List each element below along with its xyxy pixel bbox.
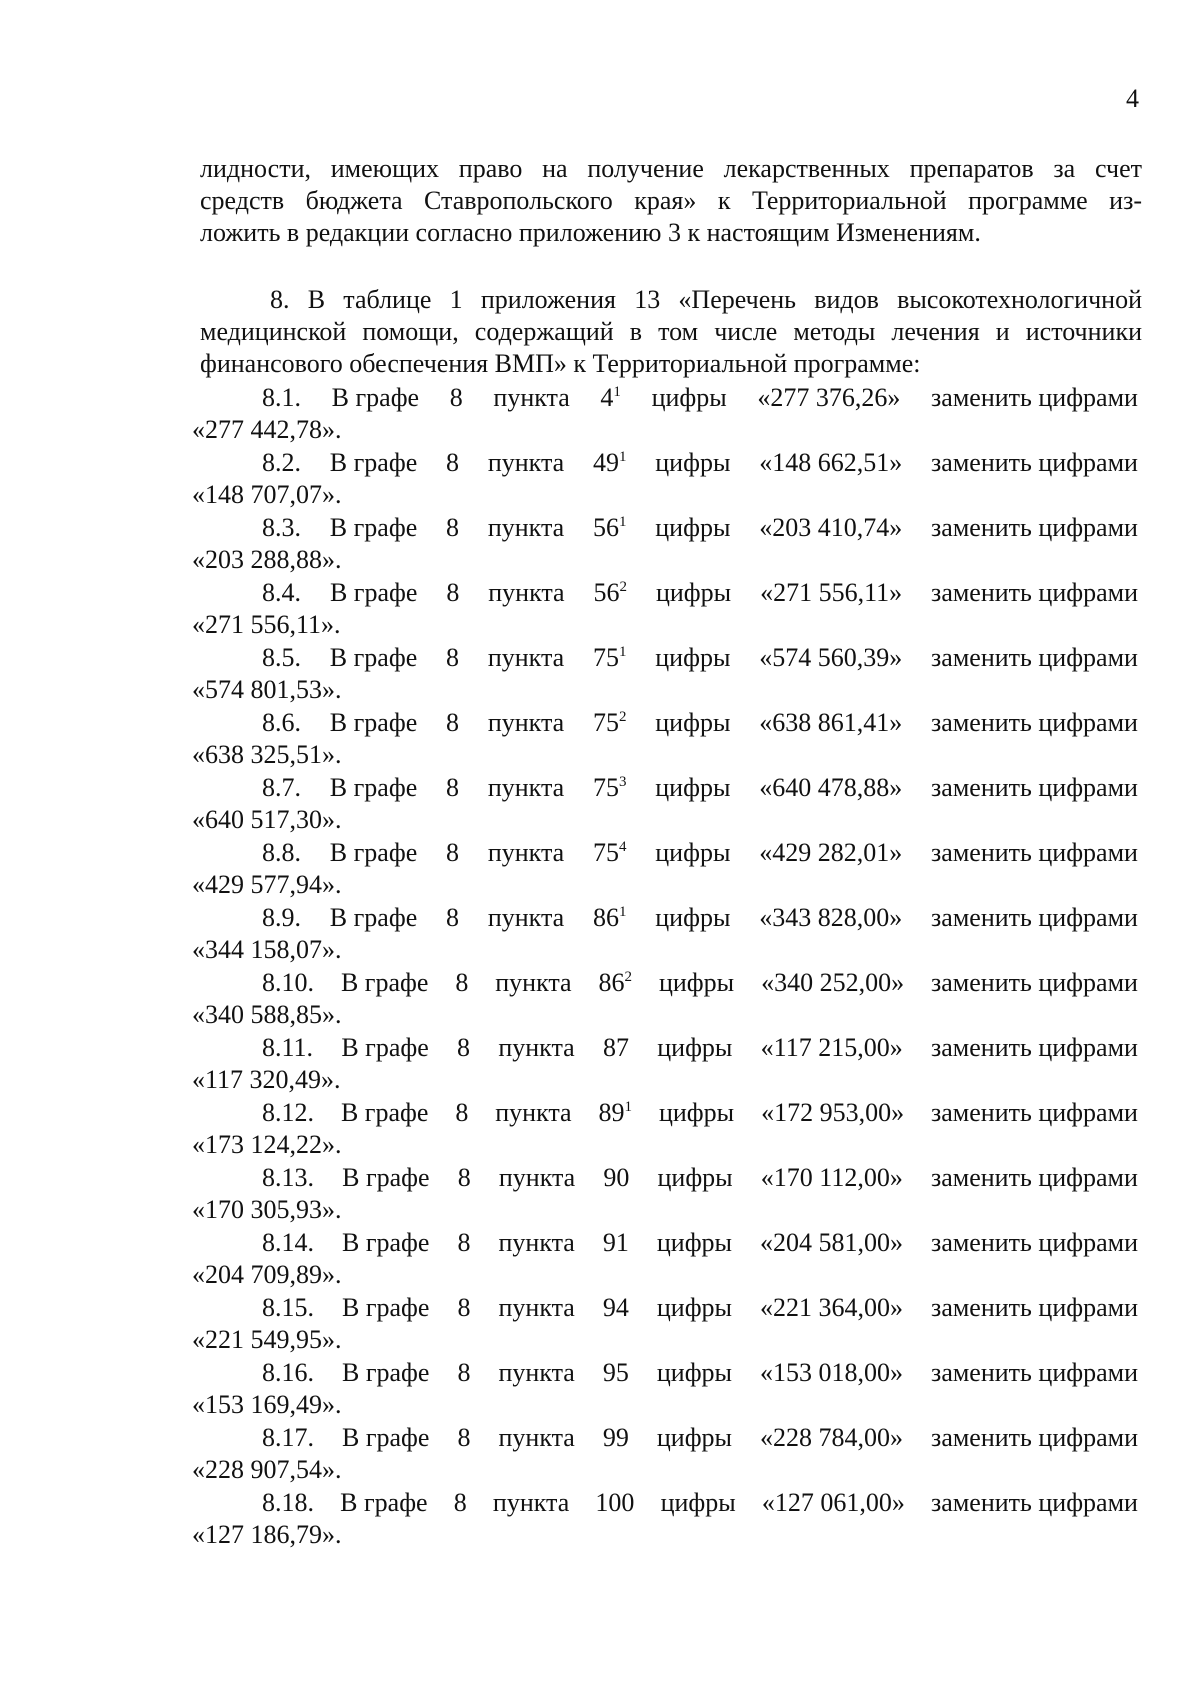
point-word: пункта [498, 1423, 575, 1452]
new-value: «429 577,94». [192, 870, 342, 899]
point-number [593, 642, 627, 674]
point-word: пункта [487, 448, 565, 477]
digits-word: цифры [660, 1488, 736, 1517]
column-number: 8 [457, 1358, 471, 1387]
in-column-text: В графе [331, 383, 420, 412]
point-number [603, 1422, 629, 1454]
amendment-item [192, 382, 1138, 447]
amendment-item [192, 902, 1138, 967]
new-value: «148 707,07». [192, 480, 342, 509]
column-number: 8 [446, 773, 460, 802]
point-superscript: 2 [618, 709, 627, 725]
point-number-value: 75 [592, 773, 619, 802]
point-superscript: 1 [618, 904, 627, 920]
point-number [603, 1032, 629, 1064]
column-number: 8 [457, 1423, 471, 1452]
new-value: «221 549,95». [192, 1325, 342, 1354]
column-number: 8 [446, 513, 460, 542]
paragraph-8-line: медицинской помощи, содержащий в том числе методы лечения и источники [200, 317, 1142, 346]
new-value: «203 288,88». [192, 545, 342, 574]
point-number-value: 91 [602, 1228, 629, 1257]
column-number: 8 [446, 838, 460, 867]
column-number: 8 [455, 1098, 469, 1127]
point-number-value: 56 [592, 513, 619, 542]
amendment-line [192, 447, 1138, 479]
in-column-text: В графе [329, 903, 418, 932]
digits-word: цифры [656, 1423, 733, 1452]
replace-with-text: заменить цифрами [931, 383, 1138, 412]
new-value: «640 517,30». [192, 805, 342, 834]
point-word: пункта [495, 1098, 572, 1127]
amendment-line [192, 512, 1138, 544]
column-number: 8 [446, 708, 460, 737]
digits-word: цифры [657, 1163, 733, 1192]
item-number: 8.14. [262, 1228, 314, 1257]
amendment-line [192, 1097, 1138, 1129]
item-number: 8.18. [262, 1488, 314, 1517]
old-value: «638 861,41» [759, 708, 903, 737]
intro-line: средств бюджета Ставропольского края» к Территориальной программе из- [200, 186, 1142, 215]
amendment-item [192, 1292, 1138, 1357]
point-word: пункта [487, 838, 565, 867]
old-value: «574 560,39» [759, 643, 903, 672]
replace-with-text: заменить цифрами [931, 773, 1138, 802]
amendment-item [192, 447, 1138, 512]
item-number: 8.16. [262, 1358, 314, 1387]
point-word: пункта [487, 513, 565, 542]
digits-word: цифры [655, 448, 731, 477]
point-number-value: 75 [592, 643, 619, 672]
amendment-line [192, 902, 1138, 934]
point-number [600, 382, 621, 414]
in-column-text: В графе [340, 1488, 428, 1517]
point-number [594, 577, 628, 609]
point-number [599, 967, 633, 999]
old-value: «127 061,00» [761, 1488, 905, 1517]
point-number [593, 772, 627, 804]
old-value: «277 376,26» [757, 383, 901, 412]
page-number: 4 [1126, 84, 1139, 113]
replace-with-text: заменить цифрами [931, 1098, 1138, 1127]
point-word: пункта [498, 1033, 575, 1062]
amendment-item [192, 707, 1138, 772]
replace-with-text: заменить цифрами [931, 1033, 1138, 1062]
new-value: «127 186,79». [192, 1520, 342, 1549]
amendment-line [192, 577, 1138, 609]
amendment-line [192, 707, 1138, 739]
point-superscript: 2 [619, 579, 628, 595]
old-value: «271 556,11» [760, 578, 903, 607]
replace-with-text: заменить цифрами [931, 1228, 1138, 1257]
amendment-item [192, 967, 1138, 1032]
amendment-line [192, 1357, 1138, 1389]
new-value: «277 442,78». [192, 415, 342, 444]
in-column-text: В графе [342, 1228, 430, 1257]
point-superscript: 1 [618, 644, 627, 660]
point-superscript: 1 [624, 1099, 633, 1115]
in-column-text: В графе [342, 1423, 430, 1452]
point-word: пункта [498, 1358, 575, 1387]
amendment-line [192, 382, 1138, 414]
amendment-line [192, 1422, 1138, 1454]
new-value: «344 158,07». [192, 935, 342, 964]
column-number: 8 [457, 1228, 471, 1257]
old-value: «148 662,51» [759, 448, 903, 477]
old-value: «343 828,00» [759, 903, 903, 932]
point-number-value: 75 [592, 838, 619, 867]
replace-with-text: заменить цифрами [931, 838, 1138, 867]
digits-word: цифры [656, 1293, 733, 1322]
column-number: 8 [457, 1293, 471, 1322]
item-number: 8.11. [262, 1033, 314, 1062]
amendment-line [192, 1292, 1138, 1324]
point-word: пункта [498, 1228, 575, 1257]
amendment-item [192, 1422, 1138, 1487]
item-number: 8.4. [262, 578, 301, 607]
new-value: «204 709,89». [192, 1260, 342, 1289]
new-value: «170 305,93». [192, 1195, 342, 1224]
amendment-item [192, 577, 1138, 642]
point-number [595, 1487, 634, 1519]
point-word: пункта [488, 578, 565, 607]
point-number-value: 86 [598, 968, 625, 997]
amendment-line [192, 1162, 1138, 1194]
point-number [603, 1357, 629, 1389]
amendment-item [192, 772, 1138, 837]
item-number: 8.17. [262, 1423, 314, 1452]
replace-with-text: заменить цифрами [931, 708, 1138, 737]
item-number: 8.15. [262, 1293, 314, 1322]
old-value: «117 215,00» [760, 1033, 903, 1062]
point-superscript: 3 [618, 774, 627, 790]
point-superscript: 1 [613, 384, 621, 400]
point-word: пункта [498, 1293, 575, 1322]
new-value: «340 588,85». [192, 1000, 342, 1029]
in-column-text: В графе [329, 838, 418, 867]
paragraph-8-line: финансового обеспечения ВМП» к Территориальной программе: [200, 349, 921, 378]
point-number-value: 87 [602, 1033, 629, 1062]
amendment-line [192, 1032, 1138, 1064]
digits-word: цифры [655, 708, 731, 737]
point-number-value: 4 [600, 383, 614, 412]
point-number [603, 1227, 629, 1259]
replace-with-text: заменить цифрами [931, 1358, 1138, 1387]
digits-word: цифры [651, 383, 727, 412]
digits-word: цифры [656, 1228, 733, 1257]
amendment-line [192, 1487, 1138, 1519]
amendment-line [192, 642, 1138, 674]
digits-word: цифры [657, 1033, 733, 1062]
in-column-text: В графе [329, 773, 418, 802]
point-number-value: 99 [602, 1423, 629, 1452]
point-superscript: 4 [618, 839, 627, 855]
amendment-item [192, 1487, 1138, 1552]
amendment-line [192, 837, 1138, 869]
in-column-text: В графе [329, 448, 418, 477]
digits-word: цифры [658, 968, 735, 997]
replace-with-text: заменить цифрами [930, 1163, 1138, 1192]
point-number-value: 49 [592, 448, 619, 477]
old-value: «640 478,88» [759, 773, 903, 802]
old-value: «172 953,00» [761, 1098, 905, 1127]
amendment-item [192, 1162, 1138, 1227]
point-number [593, 837, 627, 869]
replace-with-text: заменить цифрами [931, 578, 1138, 607]
amendment-list [192, 382, 1138, 1552]
old-value: «429 282,01» [759, 838, 903, 867]
point-number-value: 95 [602, 1358, 629, 1387]
intro-line: ложить в редакции согласно приложению 3 к настоящим Изменениям. [200, 218, 981, 247]
column-number: 8 [449, 383, 463, 412]
old-value: «228 784,00» [760, 1423, 904, 1452]
in-column-text: В графе [329, 578, 418, 607]
intro-paragraph [200, 153, 1142, 249]
point-word: пункта [493, 383, 570, 412]
replace-with-text: заменить цифрами [931, 1293, 1138, 1322]
old-value: «221 364,00» [760, 1293, 904, 1322]
replace-with-text: заменить цифрами [931, 643, 1138, 672]
replace-with-text: заменить цифрами [931, 903, 1138, 932]
paragraph-8 [200, 284, 1142, 380]
amendment-line [192, 1227, 1138, 1259]
new-value: «228 907,54». [192, 1455, 342, 1484]
point-word: пункта [487, 903, 565, 932]
digits-word: цифры [655, 838, 731, 867]
point-word: пункта [487, 708, 565, 737]
amendment-item [192, 837, 1138, 902]
in-column-text: В графе [340, 968, 429, 997]
amendment-item [192, 1357, 1138, 1422]
column-number: 8 [453, 1488, 467, 1517]
point-superscript: 1 [618, 514, 627, 530]
in-column-text: В графе [342, 1293, 430, 1322]
point-number-value: 90 [603, 1163, 630, 1192]
item-number: 8.5. [262, 643, 301, 672]
point-number [593, 902, 627, 934]
new-value: «153 169,49». [192, 1390, 342, 1419]
point-number-value: 89 [598, 1098, 625, 1127]
new-value: «173 124,22». [192, 1130, 342, 1159]
in-column-text: В графе [342, 1358, 430, 1387]
point-number-value: 56 [593, 578, 620, 607]
point-word: пункта [492, 1488, 570, 1517]
intro-line: лидности, имеющих право на получение лекарственных препаратов за счет [200, 154, 1142, 183]
point-number-value: 86 [592, 903, 619, 932]
point-word: пункта [495, 968, 572, 997]
replace-with-text: заменить цифрами [931, 1423, 1138, 1452]
in-column-text: В графе [340, 1098, 429, 1127]
digits-word: цифры [655, 578, 732, 607]
amendment-item [192, 642, 1138, 707]
in-column-text: В графе [329, 708, 418, 737]
old-value: «203 410,74» [759, 513, 903, 542]
amendment-item [192, 1097, 1138, 1162]
item-number: 8.12. [262, 1098, 314, 1127]
column-number: 8 [455, 968, 469, 997]
replace-with-text: заменить цифрами [931, 513, 1138, 542]
replace-with-text: заменить цифрами [931, 968, 1138, 997]
new-value: «574 801,53». [192, 675, 342, 704]
digits-word: цифры [656, 1358, 733, 1387]
amendment-item [192, 1032, 1138, 1097]
in-column-text: В графе [329, 513, 418, 542]
old-value: «204 581,00» [760, 1228, 904, 1257]
in-column-text: В графе [341, 1033, 429, 1062]
item-number: 8.10. [262, 968, 314, 997]
old-value: «340 252,00» [761, 968, 905, 997]
amendment-item [192, 1227, 1138, 1292]
old-value: «170 112,00» [760, 1163, 903, 1192]
point-number [593, 447, 627, 479]
item-number: 8.13. [262, 1163, 314, 1192]
amendment-item [192, 512, 1138, 577]
digits-word: цифры [655, 643, 731, 672]
column-number: 8 [446, 903, 460, 932]
digits-word: цифры [655, 773, 731, 802]
amendment-line [192, 772, 1138, 804]
item-number: 8.2. [262, 448, 301, 477]
old-value: «153 018,00» [760, 1358, 904, 1387]
item-number: 8.7. [262, 773, 301, 802]
column-number: 8 [446, 448, 460, 477]
new-value: «271 556,11». [192, 610, 341, 639]
point-superscript: 2 [624, 969, 633, 985]
item-number: 8.6. [262, 708, 301, 737]
item-number: 8.3. [262, 513, 301, 542]
point-number [603, 1292, 629, 1324]
item-number: 8.9. [262, 903, 301, 932]
point-word: пункта [498, 1163, 576, 1192]
column-number: 8 [446, 578, 460, 607]
digits-word: цифры [658, 1098, 735, 1127]
point-word: пункта [487, 643, 565, 672]
point-number [599, 1097, 633, 1129]
amendment-line [192, 967, 1138, 999]
replace-with-text: заменить цифрами [931, 448, 1138, 477]
item-number: 8.8. [262, 838, 301, 867]
point-superscript: 1 [618, 449, 627, 465]
digits-word: цифры [655, 513, 731, 542]
point-number [593, 707, 627, 739]
paragraph-8-line: 8. В таблице 1 приложения 13 «Перечень видов высокотехнологичной [270, 285, 1142, 314]
point-number [603, 1162, 629, 1194]
point-word: пункта [487, 773, 565, 802]
point-number-value: 75 [592, 708, 619, 737]
new-value: «117 320,49». [192, 1065, 341, 1094]
column-number: 8 [446, 643, 460, 672]
point-number-value: 94 [602, 1293, 629, 1322]
point-number [593, 512, 627, 544]
column-number: 8 [457, 1163, 471, 1192]
item-number: 8.1. [262, 383, 301, 412]
point-number-value: 100 [595, 1488, 635, 1517]
digits-word: цифры [655, 903, 731, 932]
in-column-text: В графе [342, 1163, 430, 1192]
new-value: «638 325,51». [192, 740, 342, 769]
in-column-text: В графе [329, 643, 418, 672]
replace-with-text: заменить цифрами [931, 1488, 1138, 1517]
column-number: 8 [457, 1033, 471, 1062]
